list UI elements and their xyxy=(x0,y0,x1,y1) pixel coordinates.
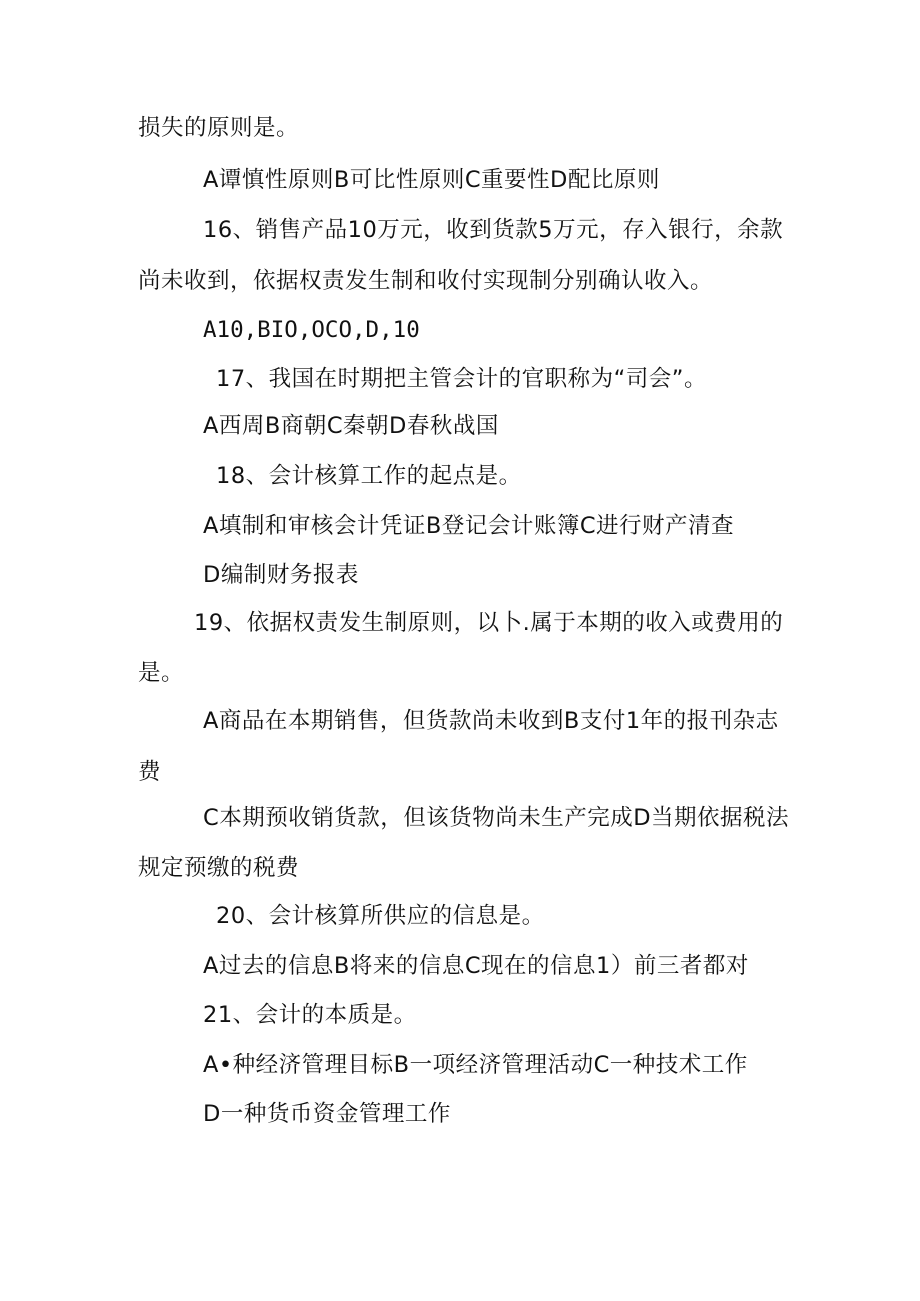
question-19: 19、依据权责发生制原则，以卜.属于本期的收入或费用的 xyxy=(194,610,784,636)
answer-options-20: A过去的信息B将来的信息C现在的信息1）前三者都对 xyxy=(203,953,749,979)
answer-options-19-part-2: C本期预收销货款，但该货物尚未生产完成D当期依据税法 xyxy=(203,805,790,831)
answer-options-17: A西周B商朝C秦朝D春秋战国 xyxy=(203,413,499,439)
question-20: 20、会计核算所供应的信息是。 xyxy=(216,903,545,929)
question-17: 17、我国在时期把主管会计的官职称为“司会”。 xyxy=(216,366,707,392)
answer-options-21: A•种经济管理目标B一项经济管理活动C一种技术工作 xyxy=(203,1052,748,1078)
text-line-continuation: 损失的原则是。 xyxy=(138,115,300,141)
answer-options-19: A商品在本期销售，但货款尚未收到B支付1年的报刊杂志 xyxy=(203,708,779,734)
answer-options-15: A谭慎性原则B可比性原则C重要性D配比原则 xyxy=(203,167,660,193)
question-18: 18、会计核算工作的起点是。 xyxy=(216,463,522,489)
question-19-continuation: 是。 xyxy=(138,660,185,686)
question-21: 21、会计的本质是。 xyxy=(203,1002,417,1028)
question-16-continuation: 尚未收到，依据权责发生制和收付实现制分别确认收入。 xyxy=(138,268,714,294)
answer-options-18: A填制和审核会计凭证B登记会计账簿C进行财产清查 xyxy=(203,513,735,539)
answer-options-21-continuation: D一种货币资金管理工作 xyxy=(203,1101,451,1127)
answer-options-19-part-2-continuation: 规定预缴的税费 xyxy=(138,855,300,881)
answer-options-19-continuation: 费 xyxy=(138,759,162,785)
answer-options-18-continuation: D编制财务报表 xyxy=(203,562,359,588)
question-16: 16、销售产品10万元，收到货款5万元，存入银行，余款 xyxy=(203,217,784,243)
answer-options-16: A10,BIO,OCO,D,10 xyxy=(203,317,420,343)
